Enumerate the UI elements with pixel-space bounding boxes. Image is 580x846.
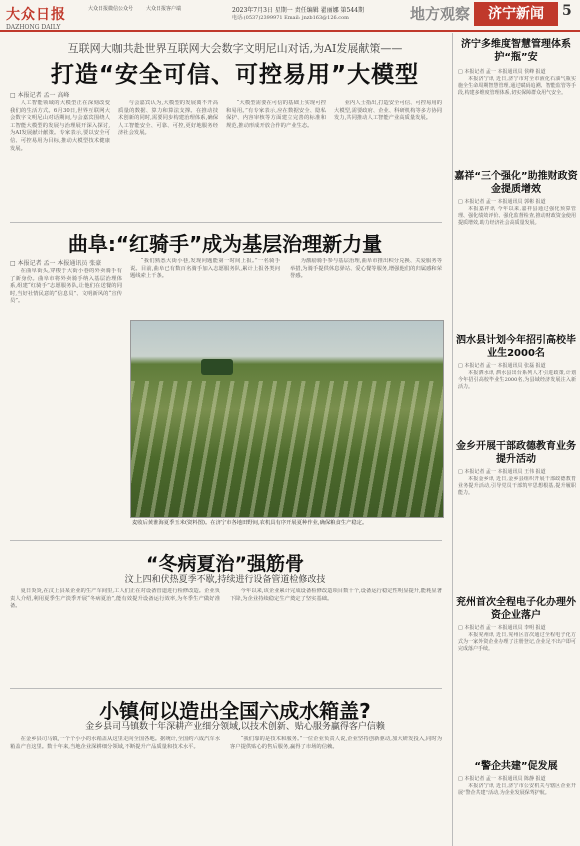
qr-label-wechat: 大众日报微信公众号 — [88, 6, 134, 12]
story2-text-3: 为激励骑手参与基层治理,曲阜市推出积分兑换、关爱服务等举措,为骑手提供休息驿站、爱心餐等服务,增强他们的归属感和荣誉感。 — [290, 258, 442, 280]
story3-col-2 — [230, 588, 442, 684]
sidebar-text-3: 本报泗水讯 泗水县出台系列人才引进政策,计划今年招引高校毕业生2000名,为县域经济发展注入新活力。 — [458, 370, 576, 391]
lead-col-3 — [226, 100, 326, 218]
sidebar-byline-6: □ 本报记者 孟一 本报通讯员 陈静 报道 — [458, 776, 546, 782]
divider — [10, 688, 442, 689]
sidebar-body-4 — [458, 476, 576, 572]
sidebar-byline-4: □ 本报记者 孟一 本报通讯员 王伟 报道 — [458, 469, 546, 475]
sidebar-body-2 — [458, 206, 576, 306]
sidebar-byline-2: □ 本报记者 孟一 本报通讯员 郭彬 报道 — [458, 199, 546, 205]
sidebar-body-3 — [458, 370, 576, 432]
sidebar-headline-5: 兖州首次全程电子化办理外资企业落户 — [456, 597, 576, 621]
sidebar-body-1 — [458, 76, 576, 148]
lead-text-3: “大模型需要在可信的基础上实现可控和易用。”有专家表示,应在数据安全、隐私保护、内容审核等方面建立完善的标准和规范,推动形成开放合作的产业生态。 — [226, 100, 326, 129]
sidebar-headline-2: 嘉祥“三个强化”助推财政资金提质增效 — [454, 171, 578, 195]
lead-kicker: 互联网大咖共赴世界互联网大会数字文明尼山对话,为AI发展献策—— — [67, 42, 403, 55]
farm-photo — [130, 320, 444, 518]
sidebar-text-4: 本报金乡讯 近日,金乡县组织开展干部政德教育业务提升活动,引导党员干部筑牢思想根基,提升履职能力。 — [458, 476, 576, 497]
paper-sub: DAZHONG DAILY — [6, 24, 61, 31]
sidebar-body-6 — [458, 783, 576, 843]
sidebar-text-1: 本报济宁讯 近日,济宁市对全市液化石油气瓶实施全生命周期智慧管理,通过赋码追溯、智能监管等手段,构建多维度管理体系,切实保障群众用气安全。 — [458, 76, 576, 97]
sidebar-headline-3: 泗水县计划今年招引高校毕业生2000名 — [456, 335, 576, 359]
lead-text-4: 业内人士指出,打造安全可信、可控易用的大模型,需要政府、企业、科研机构等多方协同发力,共同推动人工智能产业高质量发展。 — [334, 100, 442, 122]
sidebar-body-5 — [458, 632, 576, 728]
page-number: 5 — [562, 3, 572, 19]
issue-date: 2023年7月3日 星期一 责任编辑 翟丽娜 第544期 — [232, 7, 364, 14]
sidebar-text-5: 本报兖州讯 近日,兖州区首次通过全程电子化方式为一家外资企业办理了注册登记,企业足不出户即可完成落户手续。 — [458, 632, 576, 653]
story2-col-3 — [290, 258, 442, 316]
sidebar-byline-3: □ 本报记者 孟一 本报通讯员 张磊 报道 — [458, 363, 546, 369]
sidebar-headline-1: 济宁多维度智慧管理体系护“瓶”安 — [461, 39, 571, 63]
sidebar-text-2: 本报嘉祥讯 今年以来,嘉祥县通过强化预算管理、强化绩效评价、强化监督检查,推动财政资金使用提质增效,助力经济社会高质量发展。 — [458, 206, 576, 227]
lead-col-1 — [10, 100, 110, 218]
story3-subtitle: 汶上四和伏热夏季不歇,持续进行设备管道检修改技 — [124, 575, 326, 585]
sidebar-byline-1: □ 本报记者 孟一 本报通讯员 侯峰 报道 — [458, 69, 546, 75]
photo-caption: 麦收后黄淮海夏季玉米(资料图)。在济宁市各地田野间,农机具有序开展夏种作业,确保粮食生产稳定。 — [132, 520, 368, 526]
sidebar-headline-6: “警企共建”促发展 — [474, 761, 558, 772]
lead-text-1: 人工智能领域的大模型正在深刻改变我们的生活方式。6月30日,世界互联网大会数字文明尼山对话期间,与会嘉宾围绕人工智能大模型的发展与治理展开深入探讨,为AI发展献计献策。专家表示,要以安全可信、可控易用为目标,推动大模型技术健康发展。 — [10, 100, 110, 152]
story3-headline: “冬病夏治”强筋骨 — [146, 553, 304, 575]
story4-col-2 — [230, 736, 442, 842]
tractor-shape — [201, 359, 233, 375]
story3-col-1 — [10, 588, 220, 684]
paper-name: 大众日报 — [6, 7, 66, 23]
story4-text-1: 在金乡县司马镇,一个个小小的水箱盖从这里走向全国各地。据统计,全国约六成汽车水箱盖产自这里。数十年来,当地企业深耕细分领域,不断提升产品质量和技术水平。 — [10, 736, 220, 750]
page-header — [0, 0, 580, 32]
field-rows — [131, 381, 443, 517]
sidebar-text-6: 本报济宁讯 近日,济宁市公安机关与辖区企业开展“警企共建”活动,为企业发展保驾护航。 — [458, 783, 576, 797]
story3-text-1: 夏日炎炎,在汶上县某企业的生产车间里,工人们正在对设备管道进行检修改造。企业负责人介绍,利用夏季生产淡季开展“冬病夏治”,能有效提升设备运行效率,为冬季生产做好准备。 — [10, 588, 220, 610]
story4-col-1 — [10, 736, 220, 842]
sidebar-byline-5: □ 本报记者 孟一 本报通讯员 李明 报道 — [458, 625, 546, 631]
story2-text-1: 在曲阜街头,穿梭于大街小巷的外卖骑手有了新身份。曲阜市将外卖骑手纳入基层治理体系,组建“红骑手”志愿服务队,让他们在送餐的同时,当好社情民意的“信息员”、文明新风的“宣传员”。 — [10, 268, 122, 305]
story2-headline: 曲阜:“红骑手”成为基层治理新力量 — [67, 232, 383, 256]
lead-col-2 — [118, 100, 218, 218]
qr-label-app: 大众日报客户端 — [146, 6, 182, 12]
lead-text-2: 与会嘉宾认为,大模型的发展离不开高质量的数据、算力和算法支撑。在推动技术创新的同时,需要同步构建治理体系,确保人工智能安全、可靠、可控,更好地服务经济社会发展。 — [118, 100, 218, 137]
story2-text-2: “我们熟悉大街小巷,发现问题能第一时间上报。”一名骑手说。目前,曲阜已有数百名骑手加入志愿服务队,累计上报各类问题线索上千条。 — [130, 258, 280, 280]
divider — [10, 540, 442, 541]
sidebar-headline-4: 金乡开展干部政德教育业务提升活动 — [456, 441, 576, 465]
lead-col-4 — [334, 100, 442, 218]
story3-text-2: 今年以来,该企业累计完成设备检修改造项目数十个,设备运行稳定性明显提升,能耗显著下降,为企业持续稳定生产奠定了坚实基础。 — [230, 588, 442, 602]
section-name: 济宁新闻 — [474, 2, 558, 26]
story4-subtitle: 金乡县司马镇数十年深耕产业细分领域,以技术创新、贴心服务赢得客户信赖 — [85, 722, 385, 732]
divider — [10, 222, 442, 223]
paper-logo — [6, 4, 66, 31]
story2-byline: □ 本报记者 孟一 本报通讯员 张豪 — [10, 260, 102, 267]
story2-col-1 — [10, 268, 122, 536]
story4-headline: 小镇何以造出全国六成水箱盖? — [99, 699, 371, 723]
story2-col-2 — [130, 258, 280, 316]
lead-byline: □ 本报记者 孟一 高峰 — [10, 92, 70, 99]
story4-text-2: “我们靠的是技术和服务。”一位企业负责人说,企业坚持创新驱动,加大研发投入,同时为客户提供贴心的售后服务,赢得了市场的信赖。 — [230, 736, 442, 750]
contact-info: 电话:(0537)2399971 Email: jnzb163@126.com — [232, 15, 349, 21]
lead-headline: 打造“安全可信、可控易用”大模型 — [50, 62, 420, 88]
section-label: 地方观察 — [410, 5, 471, 23]
